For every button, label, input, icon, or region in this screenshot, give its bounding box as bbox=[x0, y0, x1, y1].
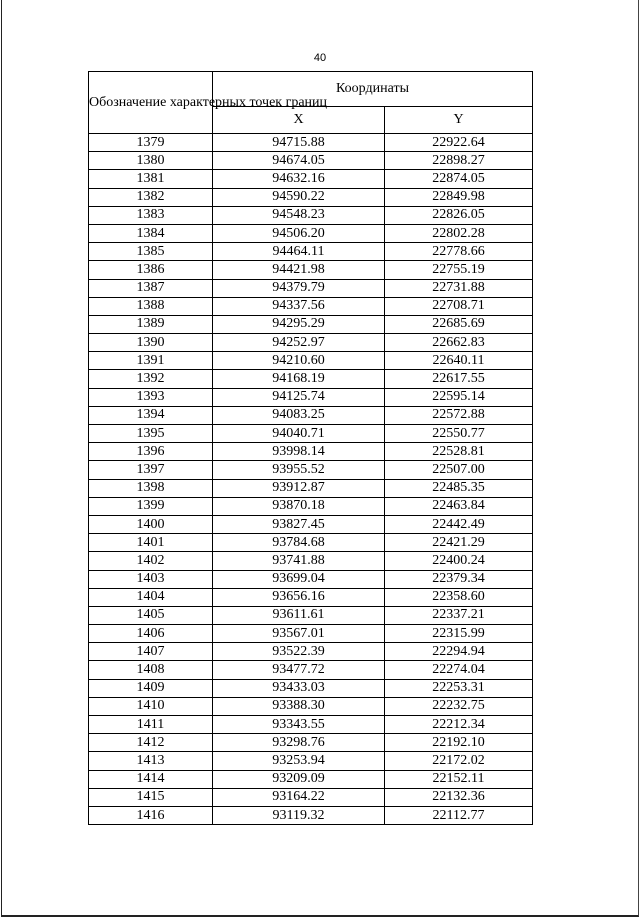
table-row bbox=[89, 770, 533, 788]
point-id-cell: 1402 bbox=[89, 552, 213, 570]
table-row bbox=[89, 425, 533, 443]
y-coordinate-cell: 22337.21 bbox=[385, 606, 533, 624]
table-row bbox=[89, 588, 533, 606]
x-coordinate-cell: 94210.60 bbox=[213, 352, 385, 370]
table-row bbox=[89, 752, 533, 770]
y-coordinate-cell: 22400.24 bbox=[385, 552, 533, 570]
table-row bbox=[89, 297, 533, 315]
x-coordinate-cell: 93998.14 bbox=[213, 443, 385, 461]
table-row bbox=[89, 461, 533, 479]
point-id-cell: 1391 bbox=[89, 352, 213, 370]
table-row bbox=[89, 806, 533, 824]
table-row bbox=[89, 479, 533, 497]
y-coordinate-cell: 22731.88 bbox=[385, 279, 533, 297]
table-row bbox=[89, 515, 533, 533]
header-y: Y bbox=[385, 107, 533, 134]
y-coordinate-cell: 22755.19 bbox=[385, 261, 533, 279]
point-id-cell: 1389 bbox=[89, 315, 213, 333]
point-id-cell: 1407 bbox=[89, 643, 213, 661]
x-coordinate-cell: 94506.20 bbox=[213, 224, 385, 242]
y-coordinate-cell: 22192.10 bbox=[385, 734, 533, 752]
x-coordinate-cell: 93567.01 bbox=[213, 625, 385, 643]
x-coordinate-cell: 94674.05 bbox=[213, 152, 385, 170]
y-coordinate-cell: 22485.35 bbox=[385, 479, 533, 497]
point-id-cell: 1382 bbox=[89, 188, 213, 206]
header-point-designation: Обозначение характерных точек границ bbox=[89, 72, 213, 134]
y-coordinate-cell: 22172.02 bbox=[385, 752, 533, 770]
point-id-cell: 1414 bbox=[89, 770, 213, 788]
table-row bbox=[89, 734, 533, 752]
y-coordinate-cell: 22212.34 bbox=[385, 716, 533, 734]
table-row bbox=[89, 188, 533, 206]
x-coordinate-cell: 94632.16 bbox=[213, 170, 385, 188]
point-id-cell: 1406 bbox=[89, 625, 213, 643]
x-coordinate-cell: 94548.23 bbox=[213, 206, 385, 224]
table-row bbox=[89, 606, 533, 624]
x-coordinate-cell: 93209.09 bbox=[213, 770, 385, 788]
table-row bbox=[89, 206, 533, 224]
point-id-cell: 1388 bbox=[89, 297, 213, 315]
table-row bbox=[89, 243, 533, 261]
x-coordinate-cell: 93912.87 bbox=[213, 479, 385, 497]
x-coordinate-cell: 94590.22 bbox=[213, 188, 385, 206]
y-coordinate-cell: 22274.04 bbox=[385, 661, 533, 679]
y-coordinate-cell: 22463.84 bbox=[385, 497, 533, 515]
x-coordinate-cell: 94464.11 bbox=[213, 243, 385, 261]
y-coordinate-cell: 22922.64 bbox=[385, 134, 533, 152]
point-id-cell: 1403 bbox=[89, 570, 213, 588]
page-number: 40 bbox=[313, 52, 327, 64]
point-id-cell: 1386 bbox=[89, 261, 213, 279]
y-coordinate-cell: 22379.34 bbox=[385, 570, 533, 588]
y-coordinate-cell: 22232.75 bbox=[385, 697, 533, 715]
x-coordinate-cell: 93477.72 bbox=[213, 661, 385, 679]
point-id-cell: 1413 bbox=[89, 752, 213, 770]
x-coordinate-cell: 94168.19 bbox=[213, 370, 385, 388]
coordinates-table bbox=[88, 71, 533, 825]
y-coordinate-cell: 22132.36 bbox=[385, 788, 533, 806]
x-coordinate-cell: 93343.55 bbox=[213, 716, 385, 734]
point-id-cell: 1390 bbox=[89, 334, 213, 352]
y-coordinate-cell: 22595.14 bbox=[385, 388, 533, 406]
point-id-cell: 1394 bbox=[89, 406, 213, 424]
table-row bbox=[89, 279, 533, 297]
y-coordinate-cell: 22640.11 bbox=[385, 352, 533, 370]
y-coordinate-cell: 22358.60 bbox=[385, 588, 533, 606]
table-row bbox=[89, 552, 533, 570]
x-coordinate-cell: 93298.76 bbox=[213, 734, 385, 752]
table-row bbox=[89, 134, 533, 152]
point-id-cell: 1411 bbox=[89, 716, 213, 734]
x-coordinate-cell: 93955.52 bbox=[213, 461, 385, 479]
y-coordinate-cell: 22152.11 bbox=[385, 770, 533, 788]
table-row bbox=[89, 497, 533, 515]
table-body bbox=[89, 134, 533, 825]
point-id-cell: 1399 bbox=[89, 497, 213, 515]
point-id-cell: 1404 bbox=[89, 588, 213, 606]
table-row bbox=[89, 661, 533, 679]
y-coordinate-cell: 22421.29 bbox=[385, 534, 533, 552]
table-row bbox=[89, 570, 533, 588]
x-coordinate-cell: 93388.30 bbox=[213, 697, 385, 715]
y-coordinate-cell: 22442.49 bbox=[385, 515, 533, 533]
table-row bbox=[89, 643, 533, 661]
point-id-cell: 1385 bbox=[89, 243, 213, 261]
x-coordinate-cell: 94040.71 bbox=[213, 425, 385, 443]
x-coordinate-cell: 94379.79 bbox=[213, 279, 385, 297]
x-coordinate-cell: 94252.97 bbox=[213, 334, 385, 352]
x-coordinate-cell: 94337.56 bbox=[213, 297, 385, 315]
point-id-cell: 1384 bbox=[89, 224, 213, 242]
table-row bbox=[89, 697, 533, 715]
y-coordinate-cell: 22617.55 bbox=[385, 370, 533, 388]
x-coordinate-cell: 93253.94 bbox=[213, 752, 385, 770]
y-coordinate-cell: 22826.05 bbox=[385, 206, 533, 224]
point-id-cell: 1398 bbox=[89, 479, 213, 497]
x-coordinate-cell: 93164.22 bbox=[213, 788, 385, 806]
x-coordinate-cell: 93870.18 bbox=[213, 497, 385, 515]
point-id-cell: 1405 bbox=[89, 606, 213, 624]
y-coordinate-cell: 22708.71 bbox=[385, 297, 533, 315]
x-coordinate-cell: 93433.03 bbox=[213, 679, 385, 697]
x-coordinate-cell: 93522.39 bbox=[213, 643, 385, 661]
y-coordinate-cell: 22112.77 bbox=[385, 806, 533, 824]
table-row bbox=[89, 334, 533, 352]
point-id-cell: 1393 bbox=[89, 388, 213, 406]
x-coordinate-cell: 94715.88 bbox=[213, 134, 385, 152]
point-id-cell: 1397 bbox=[89, 461, 213, 479]
x-coordinate-cell: 93699.04 bbox=[213, 570, 385, 588]
table-row bbox=[89, 315, 533, 333]
table-row bbox=[89, 224, 533, 242]
x-coordinate-cell: 94083.25 bbox=[213, 406, 385, 424]
point-id-cell: 1401 bbox=[89, 534, 213, 552]
x-coordinate-cell: 94295.29 bbox=[213, 315, 385, 333]
x-coordinate-cell: 93784.68 bbox=[213, 534, 385, 552]
point-id-cell: 1396 bbox=[89, 443, 213, 461]
point-id-cell: 1412 bbox=[89, 734, 213, 752]
table-row bbox=[89, 679, 533, 697]
point-id-cell: 1379 bbox=[89, 134, 213, 152]
point-id-cell: 1415 bbox=[89, 788, 213, 806]
y-coordinate-cell: 22315.99 bbox=[385, 625, 533, 643]
point-id-cell: 1383 bbox=[89, 206, 213, 224]
y-coordinate-cell: 22849.98 bbox=[385, 188, 533, 206]
table-row bbox=[89, 625, 533, 643]
y-coordinate-cell: 22507.00 bbox=[385, 461, 533, 479]
header-coordinates: Координаты bbox=[213, 72, 533, 107]
y-coordinate-cell: 22778.66 bbox=[385, 243, 533, 261]
table-row bbox=[89, 788, 533, 806]
y-coordinate-cell: 22662.83 bbox=[385, 334, 533, 352]
y-coordinate-cell: 22550.77 bbox=[385, 425, 533, 443]
point-id-cell: 1392 bbox=[89, 370, 213, 388]
y-coordinate-cell: 22528.81 bbox=[385, 443, 533, 461]
y-coordinate-cell: 22253.31 bbox=[385, 679, 533, 697]
point-id-cell: 1380 bbox=[89, 152, 213, 170]
table-row bbox=[89, 716, 533, 734]
y-coordinate-cell: 22294.94 bbox=[385, 643, 533, 661]
point-id-cell: 1410 bbox=[89, 697, 213, 715]
x-coordinate-cell: 93827.45 bbox=[213, 515, 385, 533]
table-row bbox=[89, 261, 533, 279]
table-row bbox=[89, 352, 533, 370]
table-row bbox=[89, 534, 533, 552]
table-row bbox=[89, 370, 533, 388]
point-id-cell: 1416 bbox=[89, 806, 213, 824]
y-coordinate-cell: 22572.88 bbox=[385, 406, 533, 424]
header-x: X bbox=[213, 107, 385, 134]
y-coordinate-cell: 22685.69 bbox=[385, 315, 533, 333]
point-id-cell: 1381 bbox=[89, 170, 213, 188]
table-row bbox=[89, 443, 533, 461]
x-coordinate-cell: 93119.32 bbox=[213, 806, 385, 824]
x-coordinate-cell: 94125.74 bbox=[213, 388, 385, 406]
y-coordinate-cell: 22802.28 bbox=[385, 224, 533, 242]
x-coordinate-cell: 93741.88 bbox=[213, 552, 385, 570]
x-coordinate-cell: 93656.16 bbox=[213, 588, 385, 606]
point-id-cell: 1387 bbox=[89, 279, 213, 297]
y-coordinate-cell: 22874.05 bbox=[385, 170, 533, 188]
point-id-cell: 1400 bbox=[89, 515, 213, 533]
x-coordinate-cell: 94421.98 bbox=[213, 261, 385, 279]
point-id-cell: 1395 bbox=[89, 425, 213, 443]
point-id-cell: 1408 bbox=[89, 661, 213, 679]
table-row bbox=[89, 388, 533, 406]
table-row bbox=[89, 152, 533, 170]
point-id-cell: 1409 bbox=[89, 679, 213, 697]
x-coordinate-cell: 93611.61 bbox=[213, 606, 385, 624]
table-row bbox=[89, 170, 533, 188]
y-coordinate-cell: 22898.27 bbox=[385, 152, 533, 170]
table-row bbox=[89, 406, 533, 424]
